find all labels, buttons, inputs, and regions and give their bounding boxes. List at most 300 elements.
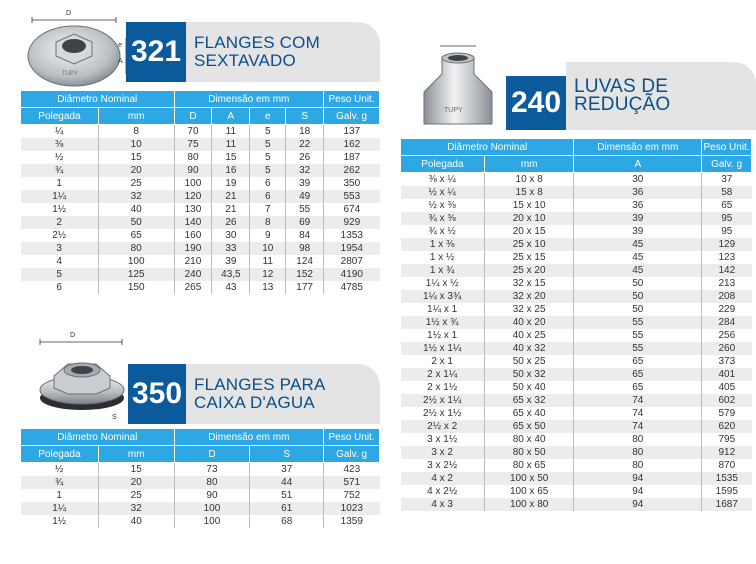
- table-cell: 80 x 65: [484, 459, 574, 472]
- table-cell: 4 x 3: [401, 498, 485, 511]
- table-row: [401, 186, 752, 199]
- table-cell: 10 x 8: [484, 173, 574, 187]
- product-title-350: [186, 364, 380, 424]
- table-cell: 16: [212, 164, 250, 177]
- table-row: [21, 138, 380, 151]
- table-cell: 80: [174, 151, 212, 164]
- table-row: [21, 229, 380, 242]
- table-cell: 2 x 1¼: [401, 368, 485, 381]
- table-row: [21, 164, 380, 177]
- table-cell: 7: [250, 203, 286, 216]
- table-cell: ¾ x ½: [401, 225, 485, 238]
- table-cell: 1½: [21, 203, 99, 216]
- table-cell: 5: [250, 138, 286, 151]
- table-cell: 50 x 25: [484, 355, 574, 368]
- table-cell: 795: [702, 433, 752, 446]
- product-card-240: [396, 0, 756, 560]
- table-cell: 3: [21, 242, 99, 255]
- dim-label-d: D: [66, 10, 72, 17]
- table-cell: ½ x ⅜: [401, 199, 485, 212]
- table-cell: 20 x 10: [484, 212, 574, 225]
- table-row: [401, 433, 752, 446]
- table-cell: 142: [702, 264, 752, 277]
- table-cell: 1¼ x ½: [401, 277, 485, 290]
- table-row: [401, 407, 752, 420]
- table-cell: 94: [574, 498, 702, 511]
- table-cell: 1½: [21, 515, 99, 528]
- table-cell: 65: [98, 229, 174, 242]
- table-cell: 80: [174, 476, 250, 489]
- table-cell: 1 x ⅜: [401, 238, 485, 251]
- table-cell: 674: [324, 203, 380, 216]
- table-cell: 55: [574, 329, 702, 342]
- table-cell: 94: [574, 472, 702, 485]
- table-row: [21, 255, 380, 268]
- table-row: [401, 316, 752, 329]
- reducing-coupling-image: [410, 36, 510, 136]
- table-row: [401, 251, 752, 264]
- table-cell: ¾: [21, 476, 99, 489]
- product-title-321: [186, 22, 380, 82]
- header-dimensao-mm: Dimensão em mm: [174, 91, 324, 108]
- header-galv-g: Galv. g: [702, 156, 752, 173]
- table-cell: ⅜: [21, 138, 99, 151]
- title-line-2: SEXTAVADO: [194, 51, 296, 70]
- table-cell: 80 x 40: [484, 433, 574, 446]
- table-cell: 40 x 25: [484, 329, 574, 342]
- dim-label-d: D: [70, 332, 76, 339]
- title-line-2: CAIXA D'AGUA: [194, 393, 315, 412]
- table-cell: 11: [250, 255, 286, 268]
- table-cell: 2½ x 1¼: [401, 394, 485, 407]
- table-cell: 3 x 1½: [401, 433, 485, 446]
- table-cell: 11: [212, 138, 250, 151]
- table-cell: 140: [174, 216, 212, 229]
- table-cell: 90: [174, 164, 212, 177]
- table-cell: ¼: [21, 125, 99, 139]
- table-row: [401, 355, 752, 368]
- table-cell: 553: [324, 190, 380, 203]
- table-cell: 124: [286, 255, 324, 268]
- table-cell: 190: [174, 242, 212, 255]
- table-row: [401, 446, 752, 459]
- table-cell: 15: [98, 151, 174, 164]
- table-cell: 1023: [324, 502, 380, 515]
- table-cell: 18: [286, 125, 324, 139]
- table-cell: 5: [250, 125, 286, 139]
- table-cell: 1353: [324, 229, 380, 242]
- product-code-text: 350: [131, 377, 183, 410]
- table-cell: 51: [250, 489, 324, 502]
- table-cell: 6: [250, 177, 286, 190]
- header-galv-g: Galv. g: [324, 108, 380, 125]
- table-cell: ¾ x ⅜: [401, 212, 485, 225]
- table-body-350: [21, 463, 380, 529]
- table-cell: 160: [174, 229, 212, 242]
- table-cell: 39: [574, 212, 702, 225]
- table-cell: 125: [98, 268, 174, 281]
- table-cell: 2 x 1: [401, 355, 485, 368]
- table-cell: 123: [702, 251, 752, 264]
- table-cell: 30: [574, 173, 702, 187]
- table-row: [401, 342, 752, 355]
- table-cell: 208: [702, 290, 752, 303]
- table-cell: 571: [324, 476, 380, 489]
- table-row: [401, 290, 752, 303]
- table-cell: 265: [174, 281, 212, 294]
- product-code-text: 240: [510, 86, 562, 119]
- table-cell: 1595: [702, 485, 752, 498]
- table-cell: 65: [574, 381, 702, 394]
- table-cell: 40: [98, 203, 174, 216]
- table-cell: 5: [250, 151, 286, 164]
- header-polegada: Polegada: [21, 108, 99, 125]
- svg-text:TUPY: TUPY: [444, 107, 463, 114]
- table-cell: 65: [574, 368, 702, 381]
- header-d: D: [174, 446, 250, 463]
- title-line-1: FLANGES PARA: [194, 375, 326, 394]
- table-cell: 95: [702, 212, 752, 225]
- header-s: S: [286, 108, 324, 125]
- table-cell: 55: [286, 203, 324, 216]
- table-cell: 13: [250, 281, 286, 294]
- table-cell: 100 x 80: [484, 498, 574, 511]
- table-cell: 405: [702, 381, 752, 394]
- table-cell: 350: [324, 177, 380, 190]
- dim-label-a: A: [118, 58, 123, 65]
- table-cell: 32: [286, 164, 324, 177]
- table-cell: 43: [212, 281, 250, 294]
- table-cell: ⅜ x ¼: [401, 173, 485, 187]
- header-diametro-nominal: Diâmetro Nominal: [21, 91, 175, 108]
- table-cell: 11: [212, 125, 250, 139]
- table-cell: 177: [286, 281, 324, 294]
- table-cell: ½: [21, 151, 99, 164]
- table-cell: 10: [250, 242, 286, 255]
- table-cell: 1¼ x 3¾: [401, 290, 485, 303]
- table-row: [401, 199, 752, 212]
- table-cell: 15: [212, 151, 250, 164]
- table-cell: 2½ x 1½: [401, 407, 485, 420]
- header-mm: mm: [98, 446, 174, 463]
- table-cell: 25 x 10: [484, 238, 574, 251]
- table-cell: 10: [98, 138, 174, 151]
- header-polegada: Polegada: [401, 156, 485, 173]
- table-cell: 100 x 50: [484, 472, 574, 485]
- table-cell: 870: [702, 459, 752, 472]
- table-cell: 1½ x 1¼: [401, 342, 485, 355]
- table-cell: ½ x ¼: [401, 186, 485, 199]
- table-cell: 2: [21, 216, 99, 229]
- table-cell: 84: [286, 229, 324, 242]
- spec-table-321: [20, 90, 380, 294]
- table-row: [21, 190, 380, 203]
- table-cell: 25 x 20: [484, 264, 574, 277]
- table-cell: 22: [286, 138, 324, 151]
- table-row: [401, 420, 752, 433]
- header-mm: mm: [98, 108, 174, 125]
- table-cell: 44: [250, 476, 324, 489]
- table-cell: 8: [250, 216, 286, 229]
- table-cell: 3 x 2: [401, 446, 485, 459]
- table-cell: 19: [212, 177, 250, 190]
- dim-label-s: S: [112, 414, 117, 421]
- table-cell: 1: [21, 177, 99, 190]
- table-cell: 373: [702, 355, 752, 368]
- table-cell: 50 x 32: [484, 368, 574, 381]
- table-cell: 5: [250, 164, 286, 177]
- table-cell: 1¼: [21, 502, 99, 515]
- table-cell: 4 x 2: [401, 472, 485, 485]
- table-cell: 90: [174, 489, 250, 502]
- table-row: [401, 394, 752, 407]
- table-cell: 65 x 40: [484, 407, 574, 420]
- header-s: S: [250, 446, 324, 463]
- table-cell: 32: [98, 502, 174, 515]
- table-cell: 240: [174, 268, 212, 281]
- table-cell: 39: [212, 255, 250, 268]
- table-cell: 4: [21, 255, 99, 268]
- table-row: [401, 277, 752, 290]
- table-cell: 423: [324, 463, 380, 477]
- table-cell: 74: [574, 394, 702, 407]
- table-cell: 73: [174, 463, 250, 477]
- table-cell: 100: [98, 255, 174, 268]
- table-cell: 4785: [324, 281, 380, 294]
- table-cell: 100: [174, 515, 250, 528]
- table-cell: 602: [702, 394, 752, 407]
- table-cell: 45: [574, 238, 702, 251]
- table-cell: 284: [702, 316, 752, 329]
- table-row: [21, 489, 380, 502]
- table-row: [21, 242, 380, 255]
- table-cell: 50: [574, 290, 702, 303]
- header-galv-g: Galv. g: [324, 446, 380, 463]
- table-cell: 6: [250, 190, 286, 203]
- table-row: [21, 515, 380, 528]
- table-cell: 912: [702, 446, 752, 459]
- product-code-321: [126, 22, 186, 82]
- table-row: [401, 264, 752, 277]
- table-cell: 210: [174, 255, 212, 268]
- table-cell: 1359: [324, 515, 380, 528]
- table-cell: 36: [574, 199, 702, 212]
- table-cell: 5: [21, 268, 99, 281]
- table-row: [401, 303, 752, 316]
- table-cell: 4190: [324, 268, 380, 281]
- table-cell: 45: [574, 264, 702, 277]
- table-cell: 1687: [702, 498, 752, 511]
- table-cell: 20: [98, 476, 174, 489]
- header-peso-unit: Peso Unit.: [324, 429, 380, 446]
- product-code-350: [128, 364, 186, 424]
- table-cell: 98: [286, 242, 324, 255]
- table-cell: 15 x 8: [484, 186, 574, 199]
- table-cell: 187: [324, 151, 380, 164]
- table-cell: 55: [574, 342, 702, 355]
- header-diametro-nominal: Diâmetro Nominal: [21, 429, 175, 446]
- table-row: [401, 225, 752, 238]
- table-cell: 260: [702, 342, 752, 355]
- table-row: [401, 459, 752, 472]
- table-cell: 213: [702, 277, 752, 290]
- header-a: A: [574, 156, 702, 173]
- table-cell: 65: [574, 355, 702, 368]
- table-cell: 45: [574, 251, 702, 264]
- table-row: [401, 498, 752, 511]
- title-line-1: FLANGES COM: [194, 33, 320, 52]
- table-cell: 2807: [324, 255, 380, 268]
- table-cell: 120: [174, 190, 212, 203]
- table-cell: 6: [21, 281, 99, 294]
- table-cell: 61: [250, 502, 324, 515]
- table-cell: 50: [574, 303, 702, 316]
- table-row: [21, 151, 380, 164]
- table-cell: 74: [574, 420, 702, 433]
- table-cell: 8: [98, 125, 174, 139]
- table-cell: 65 x 32: [484, 394, 574, 407]
- table-row: [21, 203, 380, 216]
- table-cell: 1¼ x 1: [401, 303, 485, 316]
- table-cell: 401: [702, 368, 752, 381]
- table-cell: 26: [286, 151, 324, 164]
- table-cell: 95: [702, 225, 752, 238]
- header-d: D: [174, 108, 212, 125]
- table-cell: 80: [574, 433, 702, 446]
- spec-table-240: [400, 138, 752, 511]
- table-row: [401, 381, 752, 394]
- table-cell: 36: [574, 186, 702, 199]
- table-cell: 137: [324, 125, 380, 139]
- table-cell: 50 x 40: [484, 381, 574, 394]
- table-cell: 579: [702, 407, 752, 420]
- table-cell: 152: [286, 268, 324, 281]
- table-row: [21, 281, 380, 294]
- product-code-240: [506, 76, 566, 130]
- table-cell: 80: [98, 242, 174, 255]
- table-row: [401, 212, 752, 225]
- table-row: [21, 502, 380, 515]
- table-cell: 80: [574, 446, 702, 459]
- header-mm: mm: [484, 156, 574, 173]
- table-cell: 74: [574, 407, 702, 420]
- table-row: [21, 476, 380, 489]
- table-cell: 94: [574, 485, 702, 498]
- table-cell: 21: [212, 190, 250, 203]
- table-cell: 1: [21, 489, 99, 502]
- product-title-240: [566, 62, 756, 130]
- table-cell: 37: [702, 173, 752, 187]
- table-body-321: [21, 125, 380, 295]
- table-cell: 68: [250, 515, 324, 528]
- table-cell: 1½ x ¾: [401, 316, 485, 329]
- table-cell: 1535: [702, 472, 752, 485]
- table-cell: 69: [286, 216, 324, 229]
- table-cell: 25: [98, 489, 174, 502]
- table-cell: 32 x 15: [484, 277, 574, 290]
- header-dimensao-mm: Dimensão em mm: [174, 429, 324, 446]
- table-cell: 1954: [324, 242, 380, 255]
- table-row: [401, 173, 752, 187]
- svg-text:TUPY: TUPY: [62, 71, 79, 77]
- table-row: [21, 463, 380, 477]
- table-cell: 2½ x 2: [401, 420, 485, 433]
- table-row: [401, 472, 752, 485]
- table-cell: 80: [574, 459, 702, 472]
- table-cell: 20 x 15: [484, 225, 574, 238]
- table-cell: 1 x ¾: [401, 264, 485, 277]
- table-cell: 620: [702, 420, 752, 433]
- table-row: [21, 125, 380, 139]
- header-a: A: [212, 108, 250, 125]
- header-e: e: [250, 108, 286, 125]
- table-cell: 15: [98, 463, 174, 477]
- table-cell: 70: [174, 125, 212, 139]
- table-cell: 55: [574, 316, 702, 329]
- table-cell: 2 x 1½: [401, 381, 485, 394]
- table-cell: 75: [174, 138, 212, 151]
- table-cell: 40: [98, 515, 174, 528]
- table-cell: 26: [212, 216, 250, 229]
- table-cell: ½: [21, 463, 99, 477]
- table-cell: 100 x 65: [484, 485, 574, 498]
- table-row: [401, 329, 752, 342]
- table-body-240: [401, 173, 752, 512]
- table-row: [21, 177, 380, 190]
- table-cell: 50: [574, 277, 702, 290]
- table-cell: 4 x 2½: [401, 485, 485, 498]
- table-row: [21, 216, 380, 229]
- title-line: LUVAS DE REDUÇÃO: [574, 76, 671, 115]
- table-cell: 40 x 20: [484, 316, 574, 329]
- table-cell: 25: [98, 177, 174, 190]
- table-cell: 1 x ½: [401, 251, 485, 264]
- header-dimensao-mm: Dimensão em mm: [574, 139, 702, 156]
- table-cell: 40 x 32: [484, 342, 574, 355]
- table-cell: 229: [702, 303, 752, 316]
- table-cell: 32: [98, 190, 174, 203]
- header-peso-unit: Peso Unit.: [702, 139, 752, 156]
- table-cell: 30: [212, 229, 250, 242]
- table-cell: 32 x 20: [484, 290, 574, 303]
- spec-table-350: [20, 428, 380, 528]
- table-cell: 32 x 25: [484, 303, 574, 316]
- table-cell: 20: [98, 164, 174, 177]
- table-cell: 9: [250, 229, 286, 242]
- table-cell: 12: [250, 268, 286, 281]
- table-cell: 33: [212, 242, 250, 255]
- table-cell: 2½: [21, 229, 99, 242]
- table-cell: 65 x 50: [484, 420, 574, 433]
- table-row: [401, 485, 752, 498]
- table-cell: 162: [324, 138, 380, 151]
- header-polegada: Polegada: [21, 446, 99, 463]
- table-row: [21, 268, 380, 281]
- product-card-350: [0, 322, 380, 542]
- table-cell: 43,5: [212, 268, 250, 281]
- table-cell: 1½ x 1: [401, 329, 485, 342]
- table-cell: 80 x 50: [484, 446, 574, 459]
- table-cell: 929: [324, 216, 380, 229]
- header-peso-unit: Peso Unit.: [324, 91, 380, 108]
- table-cell: 130: [174, 203, 212, 216]
- product-code-text: 321: [130, 35, 182, 68]
- table-cell: 39: [574, 225, 702, 238]
- dim-label-e: e: [118, 42, 122, 49]
- table-cell: 58: [702, 186, 752, 199]
- table-cell: 100: [174, 177, 212, 190]
- table-cell: 262: [324, 164, 380, 177]
